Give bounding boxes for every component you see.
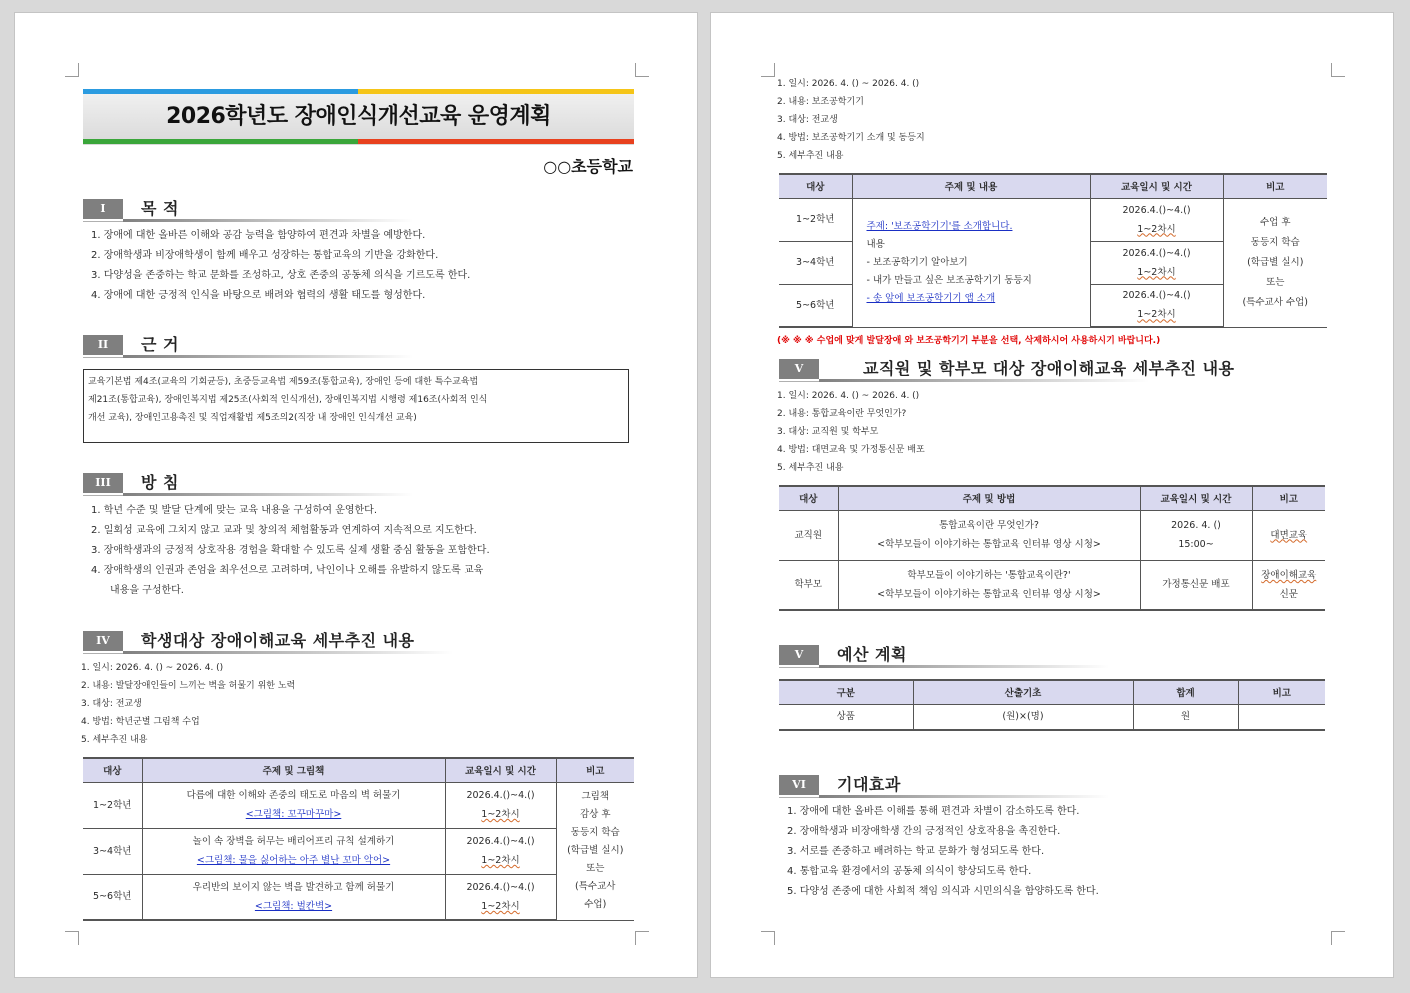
usage-note: (※ ※ ※ 수업에 맞게 발달장애 와 보조공학기기 부분을 선택, 삭제하시어 사용하시기 바랍니다.) — [777, 336, 1161, 346]
table-cell — [142, 782, 445, 828]
table-header: 구분 — [779, 680, 913, 704]
list-item: 1. 일시: 2026. 4. () ~ 2026. 4. () — [777, 391, 920, 401]
time-text: 1~2차시 — [481, 809, 520, 820]
section-purpose-heading — [83, 197, 413, 225]
topic-text: 놀이 속 장벽을 허무는 배리어프리 규칙 설계하기 — [192, 836, 395, 847]
table-cell — [142, 874, 445, 920]
date-text: 2026.4.()~4.() — [1122, 290, 1191, 302]
section-underline — [779, 667, 819, 668]
note-line: (특수교사 — [575, 881, 616, 892]
section-title: 기대효과 — [837, 775, 901, 794]
list-item: 1. 일시: 2026. 4. () ~ 2026. 4. () — [777, 79, 920, 89]
table-cell — [142, 828, 445, 874]
crop-mark — [65, 931, 79, 945]
table-row — [779, 198, 1327, 241]
section-budget-heading — [779, 643, 1109, 671]
note-line: 감상 후 — [579, 809, 611, 820]
table-header-row — [779, 174, 1327, 198]
table-row — [779, 704, 1325, 730]
time-text: 1~2차시 — [1137, 223, 1176, 235]
table-row — [83, 782, 634, 828]
table-cell: (원)×(명) — [913, 704, 1133, 730]
table-row — [779, 510, 1325, 560]
section-badge: III — [83, 473, 123, 493]
date-text: 2026.4.()~4.() — [1122, 247, 1191, 259]
crop-mark — [761, 931, 775, 945]
list-item: 4. 방법: 학년군별 그림책 수업 — [81, 717, 200, 727]
effects-list — [787, 802, 1099, 902]
note-text: 신문 — [1279, 588, 1298, 600]
table-header: 주제 및 방법 — [838, 486, 1140, 510]
table-cell — [1140, 560, 1252, 610]
content-item: - 내가 만들고 싶은 보조공학기기 동등지 — [866, 274, 1032, 286]
note-line: 또는 — [1266, 276, 1285, 288]
title-stripe-red — [358, 139, 634, 144]
section-title: 목 적 — [141, 199, 179, 218]
aids-plan-table — [779, 173, 1327, 328]
table-row — [83, 828, 634, 874]
list-item: 2. 내용: 통합교육이란 무엇인가? — [777, 409, 907, 419]
table-header: 합계 — [1133, 680, 1238, 704]
note-line: (특수교사 수업) — [1242, 296, 1308, 308]
topic-text: 통합교육이란 무엇인가? — [939, 520, 1039, 531]
document-page-1 — [14, 12, 698, 978]
basis-line: 제21조(통합교육), 장애인복지법 제25조(사회적 인식개선), 장애인복지법 시행령 제16조(사회적 인식 — [88, 395, 488, 405]
table-cell — [1140, 510, 1252, 560]
content-item: - 보조공학기기 알아보기 — [866, 256, 968, 268]
content-item[interactable]: - 송 앞에 보조공학기기 앱 소개 — [866, 292, 996, 304]
table-cell: 1~2학년 — [83, 782, 142, 828]
table-cell: 학부모 — [779, 560, 838, 610]
title-stripe-green — [83, 139, 358, 144]
table-row — [779, 560, 1325, 610]
section-underline — [123, 355, 413, 358]
table-cell — [838, 560, 1140, 610]
table-header: 주제 및 그림책 — [142, 758, 445, 782]
list-item: 1. 장애에 대한 올바른 이해를 통해 편견과 차별이 감소하도록 한다. — [787, 806, 1080, 817]
date-text: 가정통신문 배포 — [1162, 579, 1230, 591]
policy-list — [91, 501, 490, 601]
document-title: 2026학년도 장애인식개선교육 운영계획 — [166, 104, 551, 129]
table-header: 대상 — [779, 486, 838, 510]
table-header: 대상 — [779, 174, 852, 198]
section-underline — [83, 221, 123, 222]
staff-plan-list — [777, 387, 925, 477]
date-text: 2026.4.()~4.() — [466, 881, 535, 893]
crop-mark — [65, 63, 79, 77]
note-line: 동등지 학습 — [1250, 236, 1300, 248]
section-underline — [83, 495, 123, 496]
table-cell: 5~6학년 — [83, 874, 142, 920]
title-stripe-blue — [83, 89, 358, 94]
section-policy-heading — [83, 471, 413, 499]
table-cell — [1090, 198, 1223, 241]
table-cell — [838, 510, 1140, 560]
section-underline — [123, 651, 453, 654]
purpose-list — [91, 226, 470, 306]
table-cell: 원 — [1133, 704, 1238, 730]
section-badge: V — [779, 359, 819, 379]
section-title: 교직원 및 학부모 대상 장애이해교육 세부추진 내용 — [863, 359, 1235, 378]
time-text: 1~2차시 — [481, 855, 520, 866]
time-text: 1~2차시 — [1137, 309, 1176, 321]
list-item: 4. 장애에 대한 긍정적 인식을 바탕으로 배려와 협력의 생활 태도를 형성한다. — [91, 290, 426, 301]
note-cell — [1223, 198, 1327, 327]
book-link[interactable]: <그림책: 벌칸벽> — [254, 900, 333, 912]
list-item: 3. 장애학생과의 긍정적 상호작용 경험을 확대할 수 있도록 실제 생활 중심 활동을 포함한다. — [91, 545, 490, 556]
section-effects-heading — [779, 773, 1109, 801]
list-item: 2. 장애학생과 비장애학생 간의 긍정적인 상호작용을 촉진한다. — [787, 826, 1061, 837]
list-item: 1. 장애에 대한 올바른 이해와 공감 능력을 함양하여 편견과 차별을 예방한다. — [91, 230, 426, 241]
note-line: (학급별 실시) — [1247, 256, 1304, 268]
table-header: 비고 — [1238, 680, 1325, 704]
budget-table — [779, 679, 1325, 731]
crop-mark — [635, 63, 649, 77]
list-item: 2. 내용: 발달장애인들이 느끼는 벽을 허물기 위한 노력 — [81, 681, 296, 691]
time-text: 1~2차시 — [481, 900, 520, 912]
date-text: 2026.4.()~4.() — [1122, 204, 1191, 216]
time-text: 1~2차시 — [1137, 266, 1176, 278]
table-cell: 5~6학년 — [779, 284, 852, 327]
section-title: 학생대상 장애이해교육 세부추진 내용 — [141, 631, 415, 650]
list-item: 5. 다양성 존중에 대한 사회적 책임 의식과 시민의식을 함양하도록 한다. — [787, 886, 1099, 897]
list-item: 2. 내용: 보조공학기기 — [777, 97, 864, 107]
table-header-row — [83, 758, 634, 782]
table-header-row — [779, 486, 1325, 510]
section-underline — [779, 381, 819, 382]
section-badge: I — [83, 199, 123, 219]
student-plan-table — [83, 757, 634, 921]
table-header: 대상 — [83, 758, 142, 782]
note-text: 장애이해교육 — [1261, 569, 1317, 581]
table-cell — [445, 874, 556, 920]
time-text: 15:00~ — [1178, 539, 1214, 550]
table-cell: 3~4학년 — [83, 828, 142, 874]
section-underline — [123, 493, 413, 496]
table-header: 교육일시 및 시간 — [1090, 174, 1223, 198]
table-cell: 교직원 — [779, 510, 838, 560]
table-cell — [445, 782, 556, 828]
list-item: 5. 세부추진 내용 — [777, 463, 844, 473]
list-item: 1. 일시: 2026. 4. () ~ 2026. 4. () — [81, 663, 224, 673]
table-cell: 상품 — [779, 704, 913, 730]
section-underline — [819, 665, 1109, 668]
student-plan-list — [81, 659, 295, 749]
school-name: ○○초등학교 — [543, 157, 633, 176]
section-title: 방 침 — [141, 473, 179, 492]
table-header-row — [779, 680, 1325, 704]
table-header: 비고 — [556, 758, 634, 782]
list-item: 2. 일회성 교육에 그치지 않고 교과 및 창의적 체험활동과 연계하여 지속적으로 지도한다. — [91, 525, 477, 536]
list-item: 3. 대상: 전교생 — [777, 115, 838, 125]
table-header: 주제 및 내용 — [852, 174, 1090, 198]
note-text: 대면교육 — [1270, 529, 1308, 541]
section-student-heading — [83, 629, 583, 657]
list-item: 3. 서로를 존중하고 배려하는 학교 문화가 형성되도록 한다. — [787, 846, 1045, 857]
note-line: 그림책 — [581, 791, 610, 802]
aids-plan-list — [777, 75, 925, 165]
section-basis-heading — [83, 333, 413, 361]
table-header: 산출기초 — [913, 680, 1133, 704]
crop-mark — [635, 931, 649, 945]
note-cell — [556, 782, 634, 920]
topic-text: 다름에 대한 이해와 존중의 태도로 마음의 벽 허물기 — [186, 790, 401, 801]
legal-basis-box — [83, 369, 629, 443]
list-item: 3. 다양성을 존중하는 학교 문화를 조성하고, 상호 존중의 공동체 의식을 기르도록 한다. — [91, 270, 471, 281]
method-text: <학부모들이 이야기하는 통합교육 인터뷰 영상 시청> — [877, 539, 1101, 550]
note-line: 또는 — [586, 863, 605, 874]
list-item: 5. 세부추진 내용 — [777, 151, 844, 161]
section-badge: IV — [83, 631, 123, 651]
list-item: 5. 세부추진 내용 — [81, 735, 148, 745]
list-item: 4. 방법: 보조공학기기 소개 및 동등지 — [777, 133, 925, 143]
section-underline — [83, 357, 123, 358]
section-staff-heading — [779, 357, 1299, 385]
note-line: 동등지 학습 — [570, 827, 620, 838]
section-underline — [819, 795, 1109, 798]
topic-text: 우리반의 보이지 않는 벽을 발견하고 함께 허물기 — [192, 881, 395, 893]
list-item: 4. 방법: 대면교육 및 가정통신문 배포 — [777, 445, 925, 455]
section-title: 예산 계획 — [837, 645, 907, 664]
section-underline — [779, 797, 819, 798]
staff-plan-table — [779, 485, 1325, 611]
title-stripe-yellow — [358, 89, 634, 94]
section-title: 근 거 — [141, 335, 179, 354]
list-item: 1. 학년 수준 및 발달 단계에 맞는 교육 내용을 구성하여 운영한다. — [91, 505, 378, 516]
date-text: 2026.4.()~4.() — [466, 790, 535, 801]
table-header: 교육일시 및 시간 — [445, 758, 556, 782]
section-underline — [819, 379, 1149, 382]
crop-mark — [1331, 931, 1345, 945]
table-cell — [1090, 241, 1223, 284]
book-link[interactable]: <그림책: 꼬꾸마꾸마> — [245, 809, 342, 820]
note-line: 수업 후 — [1259, 216, 1291, 228]
table-cell: 1~2학년 — [779, 198, 852, 241]
section-badge: VI — [779, 775, 819, 795]
table-header: 비고 — [1223, 174, 1327, 198]
section-underline — [123, 219, 413, 222]
basis-line: 교육기본법 제4조(교육의 기회균등), 초중등교육법 제59조(통합교육), 장애인 등에 대한 특수교육법 — [88, 377, 479, 387]
table-header: 교육일시 및 시간 — [1140, 486, 1252, 510]
table-row — [83, 874, 634, 920]
table-cell — [445, 828, 556, 874]
note-line: (학급별 실시) — [567, 845, 624, 856]
date-text: 2026. 4. () — [1171, 520, 1221, 531]
document-page-2 — [710, 12, 1394, 978]
topic-text: 학부모들이 이야기하는 '통합교육이란?' — [907, 569, 1071, 581]
table-cell: 3~4학년 — [779, 241, 852, 284]
list-item: 4. 통합교육 환경에서의 공동체 의식이 향상되도록 한다. — [787, 866, 1032, 877]
crop-mark — [761, 63, 775, 77]
table-cell — [1252, 560, 1325, 610]
topic-link[interactable]: 주제: '보조공학기기'를 소개합니다. — [866, 220, 1013, 232]
list-item: 2. 장애학생과 비장애학생이 함께 배우고 성장하는 통합교육의 기반을 강화한다. — [91, 250, 439, 261]
list-item: 4. 장애학생의 인권과 존엄을 최우선으로 고려하며, 낙인이나 오해를 유발하지 않도록 교육 — [91, 565, 484, 576]
table-cell — [1238, 704, 1325, 730]
date-text: 2026.4.()~4.() — [466, 836, 535, 847]
table-cell — [1252, 510, 1325, 560]
content-label: 내용 — [866, 238, 885, 250]
method-text: <학부모들이 이야기하는 통합교육 인터뷰 영상 시청> — [877, 588, 1101, 600]
table-header: 비고 — [1252, 486, 1325, 510]
list-item: 3. 대상: 전교생 — [81, 699, 142, 709]
note-line: 수업) — [584, 899, 607, 910]
book-link[interactable]: <그림책: 물을 싫어하는 아주 별난 꼬마 악어> — [196, 855, 391, 866]
aids-content-cell — [852, 198, 1090, 327]
section-underline — [83, 653, 123, 654]
section-badge: V — [779, 645, 819, 665]
list-item: 내용을 구성한다. — [110, 585, 184, 596]
crop-mark — [1331, 63, 1345, 77]
list-item: 3. 대상: 교직원 및 학부모 — [777, 427, 879, 437]
table-cell — [1090, 284, 1223, 327]
section-badge: II — [83, 335, 123, 355]
basis-line: 개선 교육), 장애인고용촉진 및 직업재활법 제5조의2(직장 내 장애인 인식개선 교육) — [88, 413, 417, 423]
